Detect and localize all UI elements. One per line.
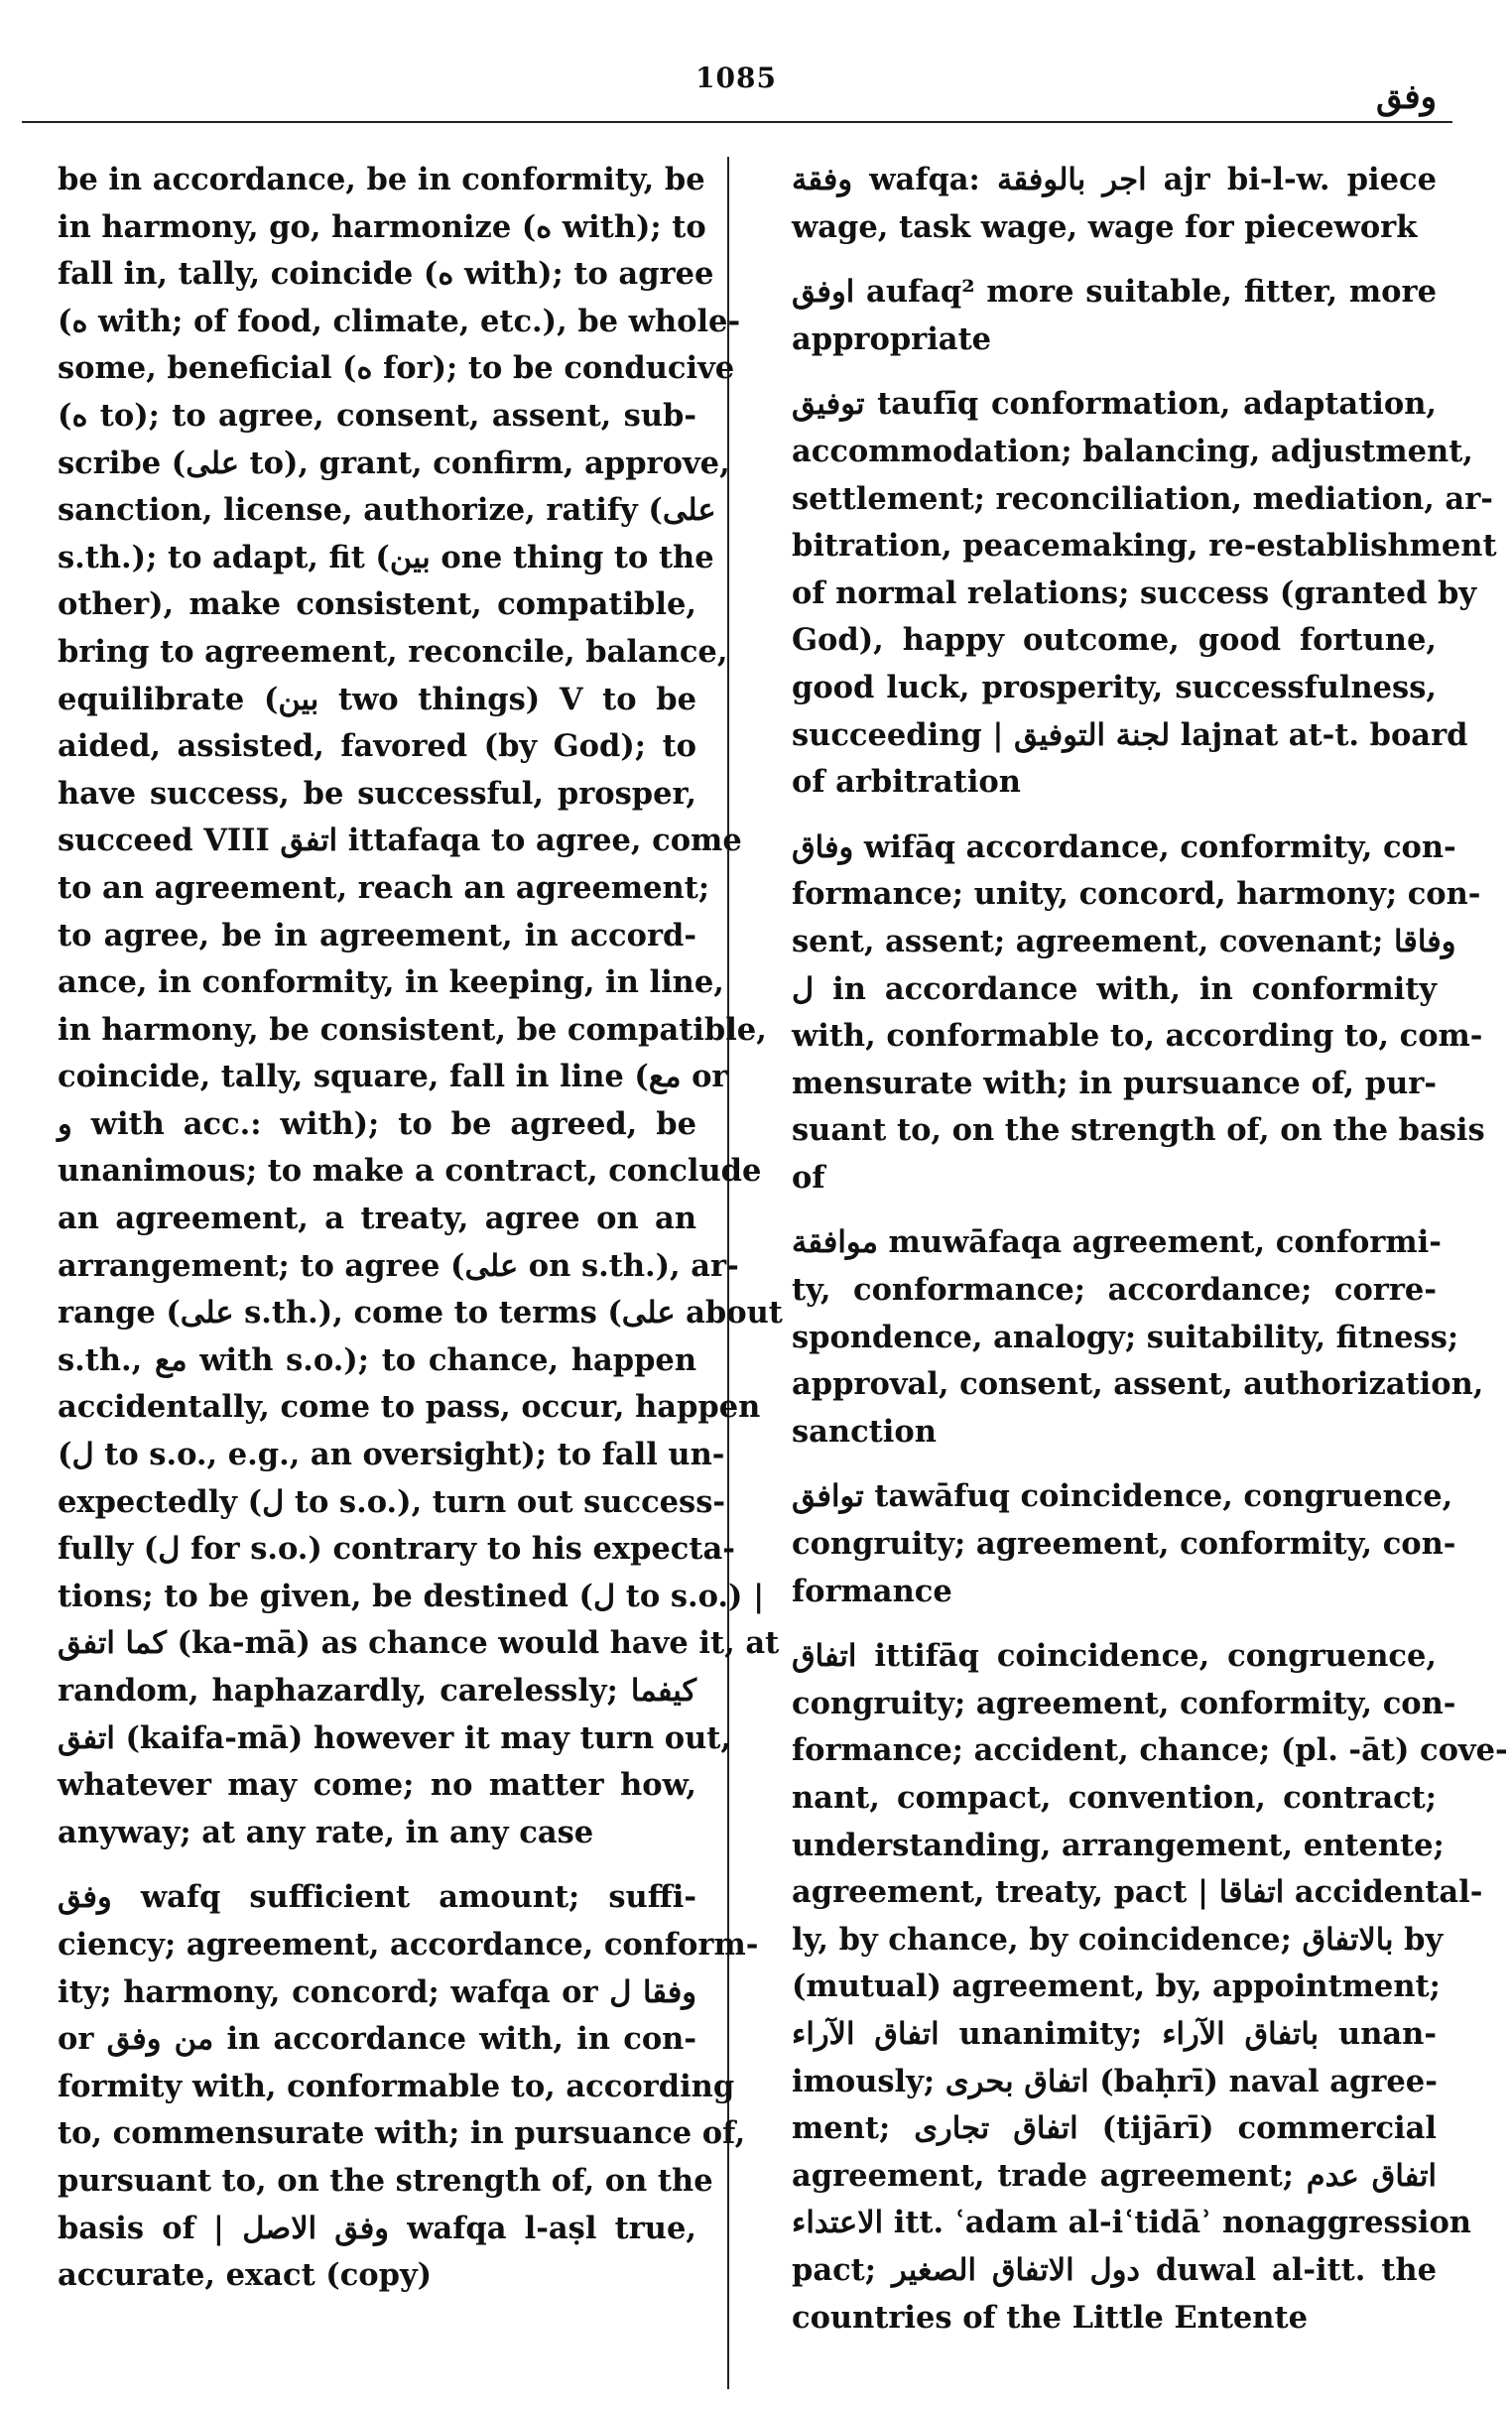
dictionary-entry-muwafaqa — [792, 1219, 1484, 1456]
entry-line: formance — [792, 1573, 952, 1609]
page-number: 1085 — [695, 62, 777, 94]
entry-line: God), happy outcome, good fortune, — [792, 622, 1437, 659]
entry-line: ciency; agreement, accordance, conform- — [58, 1926, 759, 1963]
entry-line: كما اتفق (ka-mā) as chance would have it, at — [58, 1625, 780, 1662]
entry-line: succeeding | لجنة التوفيق lajnat at-t. board — [792, 716, 1468, 753]
entry-line: وفقة wafqa: اجر بالوفقة ajr bi-l-w. piece — [792, 162, 1437, 197]
entry-line: formance; unity, concord, harmony; con- — [792, 876, 1481, 913]
entry-line: whatever may come; no matter how, — [58, 1767, 696, 1804]
entry-line: ance, in conformity, in keeping, in line, — [58, 964, 724, 1001]
entry-line: range (على s.th.), come to terms (على about — [58, 1295, 783, 1332]
entry-line: اتفق (kaifa-mā) however it may turn out, — [58, 1719, 731, 1756]
entry-line: ment; اتفاق تجارى (tijārī) commercial — [792, 2110, 1437, 2147]
entry-line: اتفاق الآراء unanimity; باتفاق الآراء unan- — [792, 2015, 1437, 2052]
entry-line: in harmony, go, harmonize (ه with); to — [58, 208, 706, 245]
entry-line: wage, task wage, wage for piecework — [792, 208, 1418, 245]
entry-line: توافق tawāfuq coincidence, congruence, — [792, 1478, 1453, 1515]
entry-line: fall in, tally, coincide (ه with); to agree — [58, 256, 714, 293]
entry-line: understanding, arrangement, entente; — [792, 1827, 1445, 1863]
entry-line: succeed VIII اتفق ittafaqa to agree, come — [58, 823, 742, 859]
entry-line: countries of the Little Entente — [792, 2299, 1308, 2336]
dictionary-entry-aufaq — [792, 269, 1437, 363]
entry-line: ly, by chance, by coincidence; بالاتفاق by — [792, 1921, 1444, 1958]
entry-line: to an agreement, reach an agreement; — [58, 869, 710, 906]
entry-line: وفق wafq sufficient amount; suffi- — [58, 1879, 696, 1916]
entry-line: bring to agreement, reconcile, balance, — [58, 633, 728, 670]
entry-line: agreement, trade agreement; اتفاق عدم — [792, 2157, 1438, 2194]
entry-line: in harmony, be consistent, be compatible, — [58, 1011, 767, 1048]
entry-line: arrangement; to agree (على on s.th.), ar- — [58, 1247, 739, 1284]
entry-line: appropriate — [792, 320, 992, 357]
entry-line: with, conformable to, according to, com- — [792, 1018, 1483, 1055]
entry-line: (ه to); to agree, consent, assent, sub- — [58, 397, 696, 434]
dictionary-entry-verb-senses — [58, 157, 783, 1856]
entry-line: s.th., مع with s.o.); to chance, happen — [58, 1341, 696, 1378]
entry-line: to agree, be in agreement, in accord- — [58, 917, 696, 953]
dictionary-entry-wafqa — [792, 157, 1437, 251]
entry-line: to, commensurate with; in pursuance of, — [58, 2115, 746, 2152]
entry-line: of — [792, 1159, 825, 1196]
entry-line: توفيق taufīq conformation, adaptation, — [792, 386, 1437, 423]
entry-line: have success, be successful, prosper, — [58, 775, 696, 812]
entry-line: اتفاق ittifāq coincidence, congruence, — [792, 1638, 1437, 1675]
entry-line: pact; دول الاتفاق الصغير duwal al-itt. the — [792, 2251, 1437, 2288]
entry-line: الاعتداء itt. ʿadam al-iʿtidāʾ nonaggression — [792, 2205, 1471, 2241]
entry-line: anyway; at any rate, in any case — [58, 1814, 594, 1850]
entry-line: tions; to be given, be destined (ل to s.o.) | — [58, 1578, 765, 1614]
entry-line: good luck, prosperity, successfulness, — [792, 669, 1437, 705]
entry-line: accidentally, come to pass, occur, happen — [58, 1389, 761, 1426]
entry-line: sent, assent; agreement, covenant; وفاقا — [792, 923, 1456, 959]
entry-line: sanction, license, authorize, ratify (على — [58, 492, 716, 529]
entry-line: formity with, conformable to, according — [58, 2068, 735, 2104]
entry-line: (mutual) agreement, by, appointment; — [792, 1968, 1441, 2005]
entry-line: mensurate with; in pursuance of, pur- — [792, 1065, 1437, 1101]
entry-line: unanimous; to make a contract, conclude — [58, 1153, 762, 1190]
dictionary-entry-wifaq — [792, 824, 1485, 1203]
entry-line: agreement, treaty, pact | اتفاقا accidental- — [792, 1874, 1483, 1911]
entry-line: bitration, peacemaking, re-establishment — [792, 528, 1497, 565]
entry-line: (ل to s.o., e.g., an oversight); to fall un- — [58, 1437, 725, 1473]
entry-line: موافقة muwāfaqa agreement, conformi- — [792, 1224, 1442, 1261]
entry-line: expectedly (ل to s.o.), turn out success- — [58, 1483, 726, 1520]
entry-line: accurate, exact (copy) — [58, 2257, 433, 2294]
entry-line: pursuant to, on the strength of, on the — [58, 2162, 713, 2199]
entry-line: equilibrate (بين two things) V to be — [58, 681, 696, 717]
entry-line: accommodation; balancing, adjustment, — [792, 433, 1473, 469]
entry-line: sanction — [792, 1413, 937, 1450]
entry-line: approval, consent, assent, authorization, — [792, 1366, 1484, 1403]
entry-line: congruity; agreement, conformity, con- — [792, 1685, 1456, 1721]
entry-line: of normal relations; success (granted by — [792, 574, 1477, 611]
entry-line: spondence, analogy; suitability, fitness; — [792, 1319, 1459, 1355]
entry-line: be in accordance, be in conformity, be — [58, 162, 705, 197]
left-column — [58, 157, 783, 2318]
entry-line: or من وفق in accordance with, in con- — [58, 2021, 696, 2058]
running-headword: وفق — [1375, 77, 1437, 117]
entry-line: fully (ل for s.o.) contrary to his expecta- — [58, 1531, 735, 1568]
entry-line: congruity; agreement, conformity, con- — [792, 1526, 1456, 1563]
dictionary-entry-taufiq — [792, 381, 1497, 806]
entry-line: random, haphazardly, carelessly; كيفما — [58, 1673, 696, 1709]
entry-line: formance; accident, chance; (pl. -āt) cove- — [792, 1732, 1508, 1769]
entry-line: و with acc.: with); to be agreed, be — [58, 1105, 696, 1142]
entry-line: imously; اتفاق بحرى (baḥrī) naval agree- — [792, 2063, 1438, 2099]
entry-line: some, beneficial (ه for); to be conducive — [58, 350, 735, 387]
entry-line: nant, compact, convention, contract; — [792, 1780, 1437, 1816]
entry-line: s.th.); to adapt, fit (بين one thing to the — [58, 539, 714, 575]
entry-line: settlement; reconciliation, mediation, ar- — [792, 480, 1493, 517]
right-column — [792, 157, 1508, 2359]
entry-line: aided, assisted, favored (by God); to — [58, 728, 696, 765]
header-rule — [22, 121, 1452, 123]
entry-line: of arbitration — [792, 764, 1021, 801]
entry-line: ty, conformance; accordance; corre- — [792, 1272, 1437, 1309]
dictionary-entry-tawafuq — [792, 1473, 1456, 1615]
dictionary-entry-wafq — [58, 1874, 759, 2299]
entry-line: other), make consistent, compatible, — [58, 586, 696, 623]
entry-line: وفاق wifāq accordance, conformity, con- — [792, 828, 1456, 865]
entry-line: basis of | وفق الاصل wafqa l-aṣl true, — [58, 2210, 696, 2246]
dictionary-entry-ittifaq — [792, 1633, 1508, 2342]
entry-line: suant to, on the strength of, on the basis — [792, 1112, 1485, 1149]
entry-line: scribe (على to), grant, confirm, approve, — [58, 444, 730, 481]
entry-line: coincide, tally, square, fall in line (مع or — [58, 1059, 728, 1095]
entry-line: (ه with; of food, climate, etc.), be whole- — [58, 303, 741, 339]
entry-line: اوفق aufaq² more suitable, fitter, more — [792, 274, 1437, 311]
entry-line: an agreement, a treaty, agree on an — [58, 1201, 696, 1237]
entry-line: ity; harmony, concord; wafqa or وفقا ل — [58, 1973, 696, 2010]
entry-line: ل in accordance with, in conformity — [792, 970, 1437, 1007]
